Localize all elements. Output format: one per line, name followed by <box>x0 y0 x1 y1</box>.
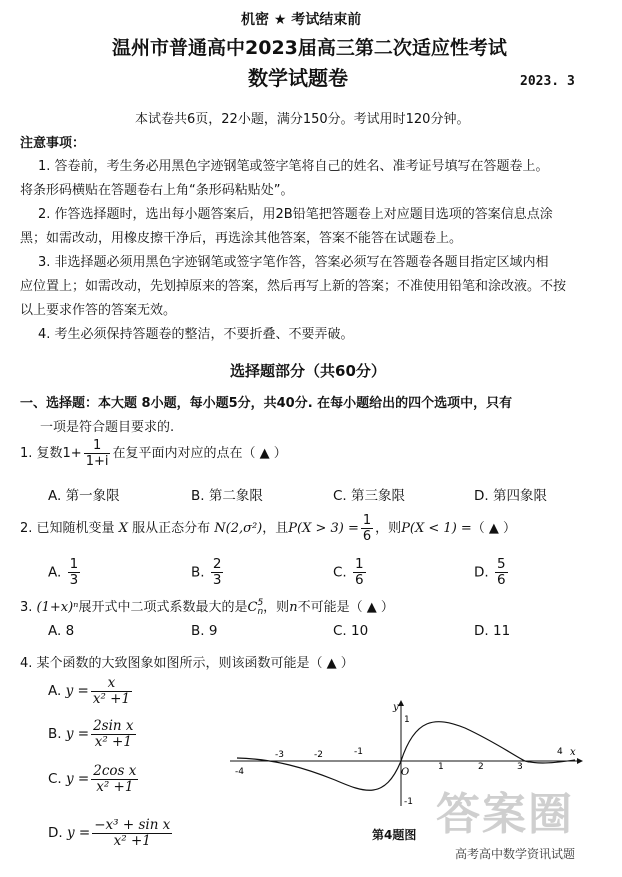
tick-label-2: 2 <box>478 762 484 772</box>
q2-a-den: 3 <box>69 572 79 588</box>
q2-p-den: 6 <box>362 529 372 544</box>
note-3-cont: 应位置上；如需改动，先划掉原来的答案，然后再写上新的答案；不准使用铅笔和涂改液。不按 <box>20 279 567 294</box>
note-2: 2. 作答选择题时，选出每小题答案后，用2B铅笔把答题卷上对应题目选项的答案信息点涂 <box>38 207 553 222</box>
paper-subtitle: 数学试题卷 <box>248 66 348 90</box>
q4-c-num: 2cos x <box>93 763 137 779</box>
q2-b-label: B. <box>191 564 205 581</box>
q1-den: 1+i <box>85 454 109 469</box>
q2-a-label: A. <box>48 564 62 581</box>
q4-a-lhs: y = <box>65 683 89 699</box>
question-3 <box>20 596 394 617</box>
q2-option-c <box>333 557 368 588</box>
q2-option-b <box>191 557 225 588</box>
q2-text-e: （ ▲ ） <box>471 521 517 536</box>
tick-label-neg4: -4 <box>235 767 244 777</box>
q2-prob2: P(X < 1) = <box>401 521 472 536</box>
q2-c-num: 1 <box>355 556 364 572</box>
q3-coef: C <box>247 600 258 615</box>
q3-option-d: D. 11 <box>474 623 511 639</box>
tick-label-1: 1 <box>438 762 444 772</box>
q3-prefix: 3. <box>20 600 33 615</box>
note-1-cont: 将条形码横贴在答题卷右上角“条形码粘贴处”。 <box>20 183 294 198</box>
q3-text-a: 展开式中二项式系数最大的是 <box>78 600 248 615</box>
q1-option-b: B. 第二象限 <box>191 488 263 504</box>
exam-date: 2023. 3 <box>520 74 575 89</box>
q2-b-frac <box>211 557 224 588</box>
q2-c-label: C. <box>333 564 347 581</box>
q4-b-label: B. <box>48 726 62 742</box>
q1-num: 1 <box>84 438 111 454</box>
q2-b-den: 3 <box>212 572 222 588</box>
y-tick-neg1: -1 <box>404 797 413 807</box>
q1-option-a: A. 第一象限 <box>48 488 120 504</box>
note-3: 3. 非选择题必须用黑色字迹钢笔或签字笔作答，答案必须写在答题卷各题目指定区域内相 <box>38 255 549 270</box>
q3-text-c: 不可能是（ ▲ ） <box>297 600 394 615</box>
note-3-cont2: 以上要求作答的答案无效。 <box>20 303 177 318</box>
q3-coef-sup: 5 <box>257 597 264 608</box>
q4-a-den: x² +1 <box>92 691 131 707</box>
question-1 <box>20 438 287 469</box>
tick-label-neg2: -2 <box>314 750 323 760</box>
origin-label: O <box>401 767 410 778</box>
watermark-caption: 高考高中数学资讯试题 <box>455 847 576 861</box>
q4-c-lhs: y = <box>66 771 90 787</box>
x-axis-arrow <box>577 758 583 764</box>
q2-d-frac <box>495 557 508 588</box>
q2-a-num: 1 <box>69 556 79 572</box>
secret-label: 机密 ★ 考试结束前 <box>241 12 362 28</box>
q3-coef-sub: n <box>257 606 264 617</box>
q2-c-frac <box>353 557 366 588</box>
question-2 <box>20 513 516 544</box>
q2-prob1: P(X > 3) = <box>288 521 359 536</box>
q2-var-x: X <box>118 521 128 536</box>
tick-label-neg1: -1 <box>354 747 363 757</box>
note-2-cont: 黑；如需改动，用橡皮擦干净后，再选涂其他答案，答案不能答在试题卷上。 <box>20 231 463 246</box>
q3-text-b: ，则 <box>263 600 290 615</box>
q1-fraction <box>84 438 111 469</box>
q2-a-frac <box>68 557 81 588</box>
q2-text-b: 服从正态分布 <box>132 521 211 536</box>
q4-c-frac <box>91 764 138 795</box>
q2-text-d: ，则 <box>375 521 402 536</box>
note-1: 1. 答卷前，考生务必用黑色字迹钢笔或签字笔将自己的姓名、准考证号填写在答题卷上。 <box>38 159 549 174</box>
y-axis-label: y <box>393 702 399 713</box>
y-tick-1: 1 <box>404 715 410 725</box>
tick-label-4: 4 <box>557 747 563 757</box>
q2-d-den: 6 <box>496 572 506 588</box>
q4-option-d <box>48 818 174 849</box>
q4-d-den: x² +1 <box>113 833 151 849</box>
q1-option-d: D. 第四象限 <box>474 488 547 504</box>
q2-c-den: 6 <box>355 572 364 588</box>
q2-d-num: 5 <box>496 556 506 572</box>
q2-text-c: ，且 <box>262 521 289 536</box>
note-4: 4. 考生必须保持答题卷的整洁，不要折叠、不要弄破。 <box>38 327 354 342</box>
q2-option-d <box>474 557 510 588</box>
q2-option-a <box>48 557 82 588</box>
exam-title: 温州市普通高中2023届高三第二次适应性考试 <box>112 37 507 59</box>
q4-d-label: D. <box>48 825 63 841</box>
q1-option-c: C. 第三象限 <box>333 488 406 504</box>
tick-label-3: 3 <box>517 762 523 772</box>
y-axis-arrow <box>398 700 404 706</box>
q4-option-a <box>48 676 134 707</box>
tick-label-neg3: -3 <box>275 750 284 760</box>
q4-d-frac <box>92 818 172 849</box>
q2-fraction <box>361 513 373 544</box>
q4-b-lhs: y = <box>65 726 90 742</box>
q1-suffix: 在复平面内对应的点在（ ▲ ） <box>112 446 287 461</box>
q4-a-num: x <box>91 676 132 692</box>
q2-b-num: 2 <box>212 556 222 572</box>
q4-option-c <box>48 764 140 795</box>
exam-info: 本试卷共6页，22小题，满分150分。考试用时120分钟。 <box>135 112 470 127</box>
watermark-logo: 答案圈 <box>436 789 574 840</box>
q1-prefix: 1. 复数1+ <box>20 446 82 461</box>
question-4: 4. 某个函数的大致图象如图所示，则该函数可能是（ ▲ ） <box>20 656 354 671</box>
q2-d-label: D. <box>474 564 489 581</box>
q3-expr: (1+x)ⁿ <box>36 600 79 615</box>
q3-option-b: B. 9 <box>191 623 218 639</box>
q4-a-label: A. <box>48 683 62 699</box>
q4-a-frac <box>91 676 132 707</box>
x-axis-label: x <box>570 747 576 758</box>
q2-dist: N(2,σ²) <box>214 521 263 536</box>
q4-b-frac <box>91 719 135 750</box>
figure-caption: 第4题图 <box>372 828 417 842</box>
part1-intro-cont: 一项是符合题目要求的. <box>40 420 175 435</box>
q4-d-lhs: y = <box>66 825 91 841</box>
q3-option-a: A. 8 <box>48 623 75 639</box>
section-title: 选择题部分（共60分） <box>230 362 386 380</box>
q2-text-a: 2. 已知随机变量 <box>20 521 115 536</box>
q4-c-den: x² +1 <box>96 779 134 795</box>
q4-d-num: −x³ + sin x <box>94 817 171 833</box>
part1-intro: 一、选择题：本大题 8小题，每小题5分，共40分. 在每小题给出的四个选项中，只有 <box>20 396 513 411</box>
q4-option-b <box>48 719 138 750</box>
q4-b-den: x² +1 <box>94 734 132 750</box>
q3-option-c: C. 10 <box>333 623 369 639</box>
notes-heading: 注意事项： <box>20 136 86 151</box>
q3-var-n: n <box>289 600 298 615</box>
q4-c-label: C. <box>48 771 62 787</box>
q2-p-num: 1 <box>362 513 372 528</box>
q4-b-num: 2sin x <box>93 718 134 734</box>
